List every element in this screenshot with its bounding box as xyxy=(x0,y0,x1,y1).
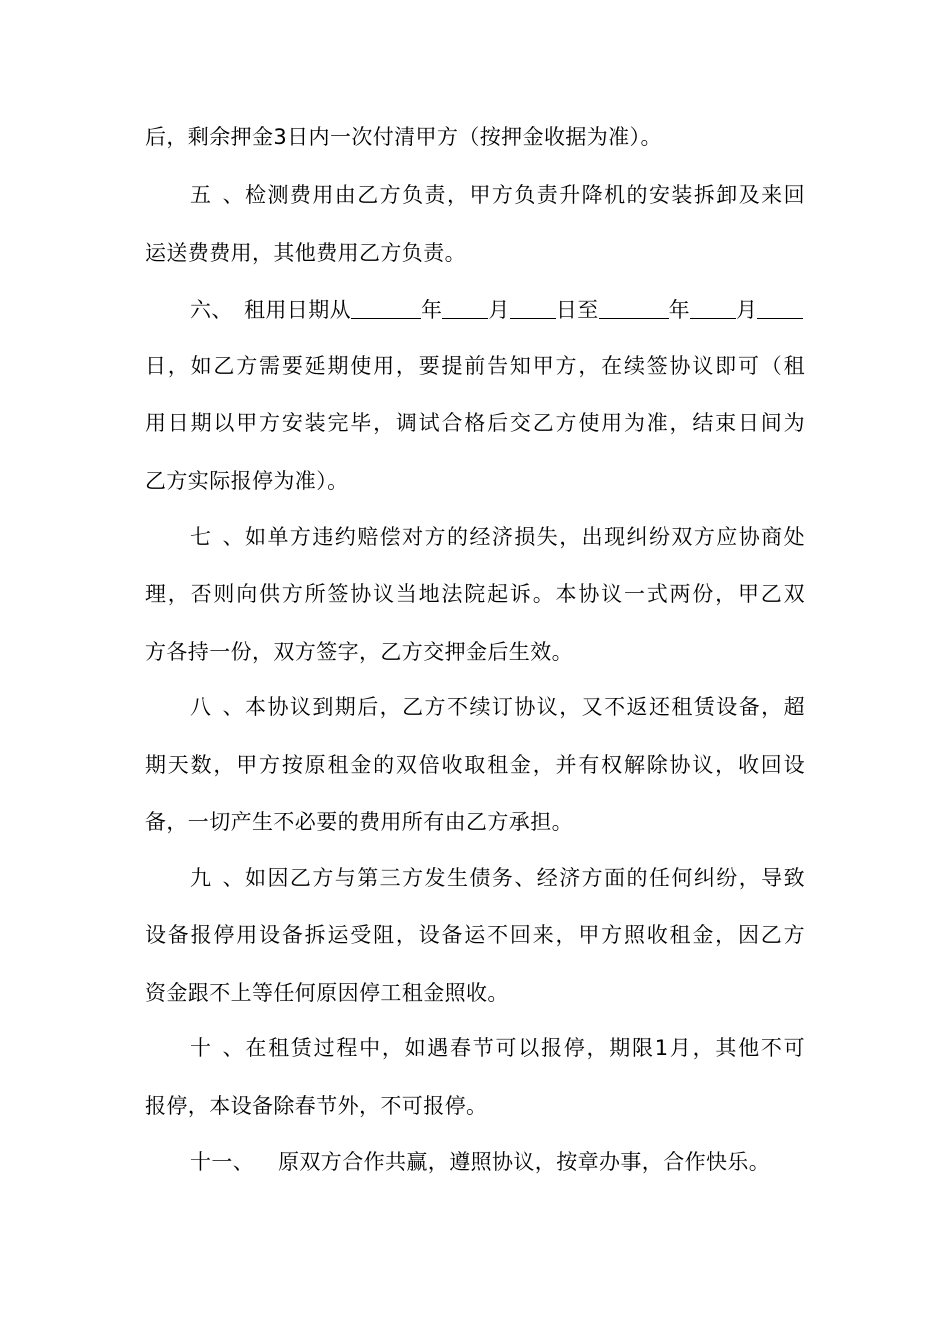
month-label: 月 xyxy=(488,298,510,322)
paragraph-line: 用日期以甲方安装完毕，调试合格后交乙方使用为准，结束日间为 xyxy=(145,411,805,435)
clause-text: 检测费用由乙方负责，甲方负责升降机的安装拆卸及来回 xyxy=(244,183,805,207)
paragraph-line: 设备报停用设备拆运受阻，设备运不回来，甲方照收租金，因乙方 xyxy=(145,923,805,947)
day-blank xyxy=(510,298,556,319)
clause-nine-line xyxy=(190,863,805,893)
clause-six-line xyxy=(190,295,803,325)
paragraph-line: 方各持一份，双方签字，乙方交押金后生效。 xyxy=(145,640,573,664)
clause-number: 七、 xyxy=(190,525,244,549)
day-blank xyxy=(757,298,803,319)
paragraph-line: 后，剩余押金3日内一次付清甲方（按押金收据为准）。 xyxy=(145,125,662,149)
paragraph-line: 乙方实际报停为准）。 xyxy=(145,469,349,493)
year-label: 年 xyxy=(421,298,443,322)
clause-ten-line xyxy=(190,1033,805,1063)
paragraph-line: 资金跟不上等任何原因停工租金照收。 xyxy=(145,981,509,1005)
date-prefix: 租用日期从 xyxy=(244,298,351,322)
clause-text: 原双方合作共赢，遵照协议，按章办事，合作快乐。 xyxy=(278,1150,771,1174)
paragraph-line: 期天数，甲方按原租金的双倍收取租金，并有权解除协议，收回设 xyxy=(145,753,805,777)
month-label: 月 xyxy=(736,298,758,322)
year-blank xyxy=(599,298,669,319)
clause-text: 本协议到期后，乙方不续订协议，又不返还租赁设备，超 xyxy=(244,695,805,719)
clause-text: 如因乙方与第三方发生债务、经济方面的任何纠纷，导致 xyxy=(244,866,805,890)
clause-text: 在租赁过程中，如遇春节可以报停，期限1月，其他不可 xyxy=(244,1036,805,1060)
clause-number: 五、 xyxy=(190,183,244,207)
clause-number: 九、 xyxy=(190,866,244,890)
month-blank xyxy=(690,298,736,319)
clause-five-line xyxy=(190,180,805,210)
clause-text: 如单方违约赔偿对方的经济损失，出现纠纷双方应协商处 xyxy=(244,525,805,549)
paragraph-line: 日，如乙方需要延期使用，要提前告知甲方，在续签协议即可（租 xyxy=(145,354,805,378)
clause-number: 六、 xyxy=(190,298,233,322)
paragraph-line: 报停，本设备除春节外，不可报停。 xyxy=(145,1094,488,1118)
year-label: 年 xyxy=(668,298,691,322)
month-blank xyxy=(442,298,488,319)
clause-eight-line xyxy=(190,692,805,722)
paragraph-line: 备，一切产生不必要的费用所有由乙方承担。 xyxy=(145,810,573,834)
clause-number: 十一、 xyxy=(190,1150,255,1174)
clause-seven-line xyxy=(190,522,805,552)
clause-number: 十、 xyxy=(190,1036,244,1060)
paragraph-line: 运送费费用，其他费用乙方负责。 xyxy=(145,241,466,265)
paragraph-line: 理，否则向供方所签协议当地法院起诉。本协议一式两份，甲乙双 xyxy=(145,582,805,606)
year-blank xyxy=(351,298,421,319)
day-to-label: 日至 xyxy=(555,298,599,322)
clause-number: 八、 xyxy=(190,695,244,719)
clause-eleven-line xyxy=(190,1147,770,1177)
